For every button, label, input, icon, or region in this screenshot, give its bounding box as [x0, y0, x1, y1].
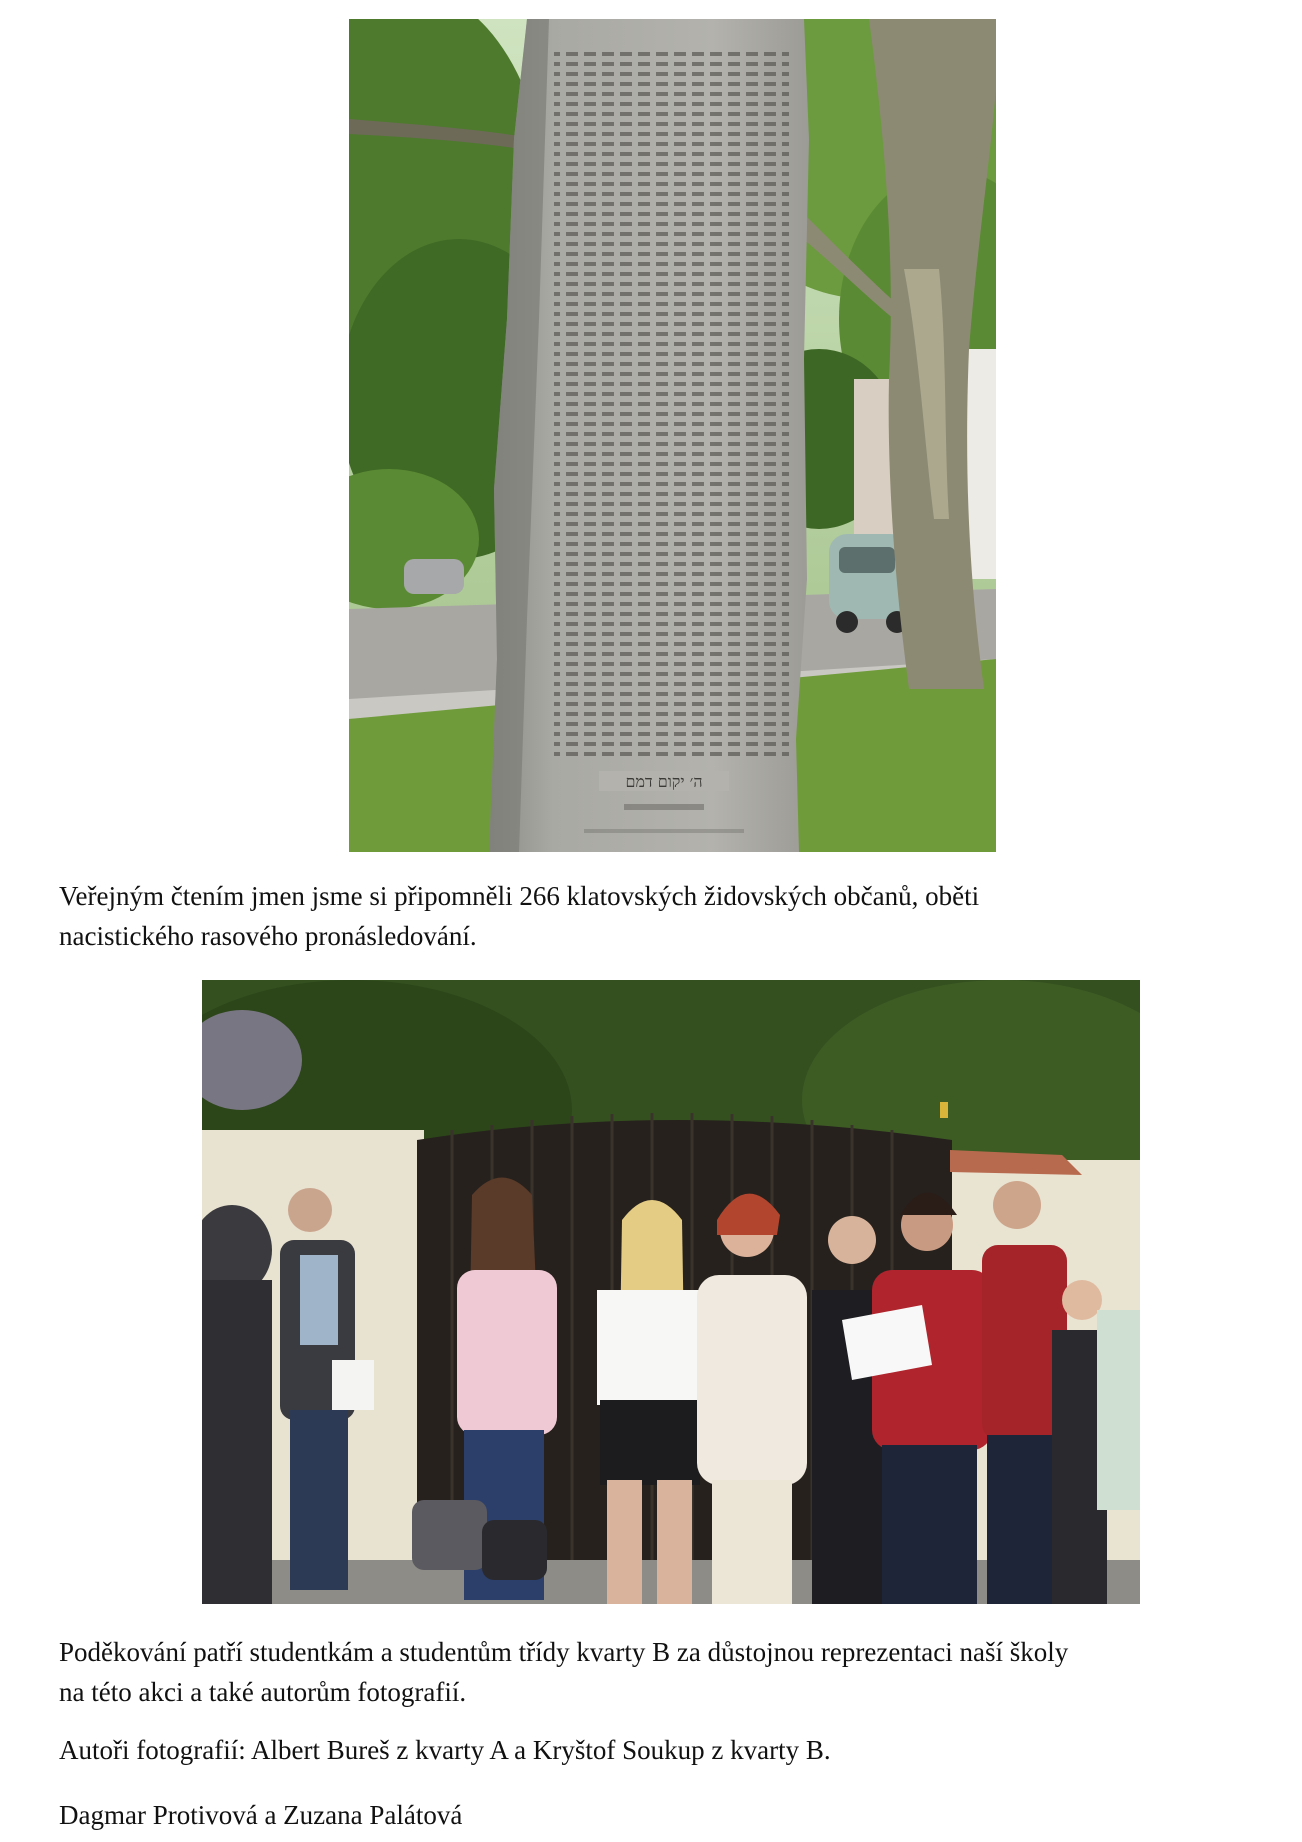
hebrew-inscription: ה׳ יקום דמם [625, 772, 703, 791]
memorial-caption [59, 876, 1269, 956]
memorial-stone-photo [349, 19, 996, 852]
photo-authors: Autoři fotografií: Albert Bureš z kvarty A a Kryštof Soukup z kvarty B. [59, 1735, 831, 1765]
thanks-line-1: Poděkování patří studentkám a studentům třídy kvarty B za důstojnou reprezentaci naší školy [59, 1637, 1069, 1667]
thanks-line-2: na této akci a také autorům fotografií. [59, 1677, 467, 1707]
students-reading-photo [202, 980, 1140, 1604]
caption-line-2: nacistického rasového pronásledování. [59, 921, 477, 951]
signature: Dagmar Protivová a Zuzana Palátová [59, 1800, 463, 1830]
thanks-paragraph [59, 1632, 1269, 1712]
caption-line-1: Veřejným čtením jmen jsme si připomněli 266 klatovských židovských občanů, oběti [59, 881, 980, 911]
